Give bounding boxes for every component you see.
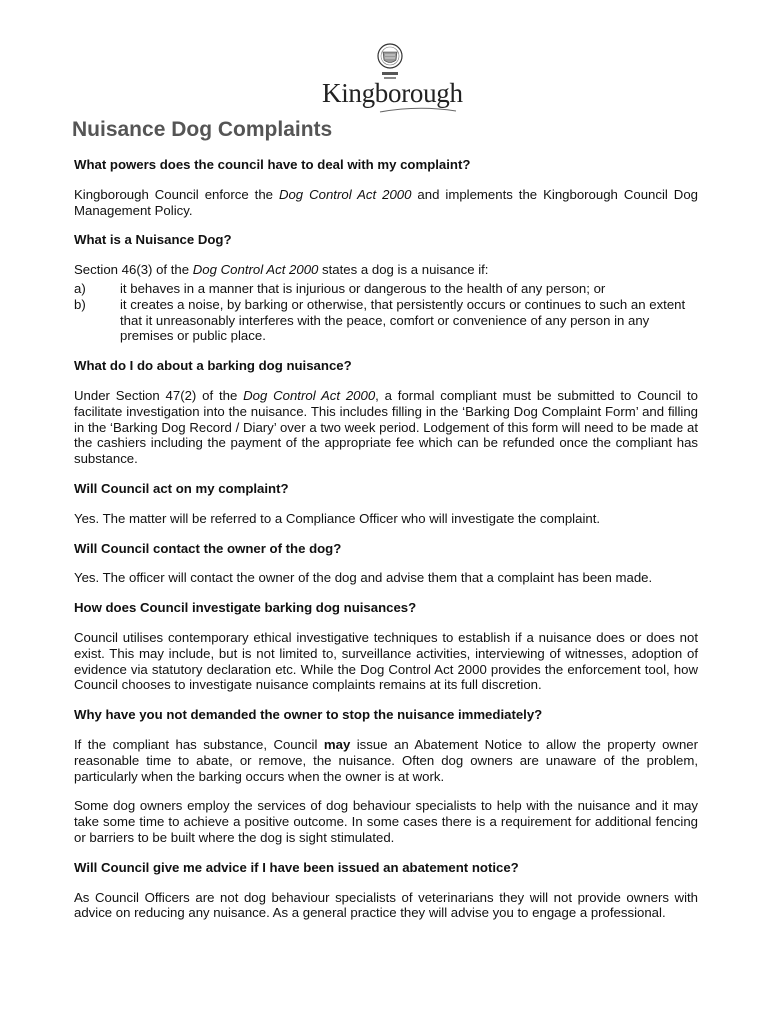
act-name: Dog Control Act 2000 bbox=[278, 186, 412, 202]
text-run: Section 46(3) of the bbox=[74, 262, 193, 278]
list-marker: b) bbox=[74, 296, 86, 312]
question-heading: What is a Nuisance Dog? bbox=[74, 232, 232, 248]
text-run: Under Section 47(2) of the bbox=[74, 387, 244, 403]
answer-paragraph: As Council Officers are not dog behaviour specialists of veterinarians they will not provide owners with advice on reducing any nuisance. As a general practice they will advise you to engage a professional. bbox=[74, 889, 698, 921]
list-item-text: it creates a noise, by barking or otherwise, that persistently occurs or continues to such an extent that it unreasonably interferes with the peace, comfort or convenience of any person in any premises or public place. bbox=[120, 296, 686, 344]
question-heading: What do I do about a barking dog nuisance? bbox=[74, 358, 352, 374]
answer-paragraph bbox=[74, 187, 698, 219]
text-run: issue an Abatement Notice to allow the property owner reasonable time to abate, or remove, the nuisance. Often dog owners are unaware of the problem, particularly when the barking occurs when the owner is at work. bbox=[74, 736, 698, 784]
list-item-text: it behaves in a manner that is injurious or dangerous to the health of any person; or bbox=[120, 280, 606, 296]
text-run: If the compliant has substance, Council bbox=[74, 736, 324, 752]
nuisance-criteria-list bbox=[74, 281, 698, 344]
question-heading: Why have you not demanded the owner to stop the nuisance immediately? bbox=[74, 707, 543, 723]
question-heading: Will Council give me advice if I have been issued an abatement notice? bbox=[74, 859, 519, 875]
answer-paragraph: Some dog owners employ the services of dog behaviour specialists to help with the nuisance and it may take some time to achieve a positive outcome. In some cases there is a requirement for additional fencing or barriers to be built where the dog is sight stimulated. bbox=[74, 798, 698, 845]
answer-paragraph bbox=[74, 388, 698, 467]
act-name: Dog Control Act 2000 bbox=[192, 262, 319, 278]
answer-paragraph: Council utilises contemporary ethical investigative techniques to establish if a nuisance does or does not exist. This may include, but is not limited to, surveillance activities, interviewing of witnesses, adoption of evidence via statutory declaration etc. While the Dog Control Act 2000 provides the enforcement tool, how Council chooses to investigate nuisance complaints remains at its full discretion. bbox=[74, 629, 698, 693]
act-name: Dog Control Act 2000 bbox=[243, 387, 376, 403]
answer-paragraph bbox=[74, 737, 698, 784]
text-run: and implements the Kingborough Council Dog Management Policy. bbox=[74, 186, 698, 218]
emphasis-may: may bbox=[323, 736, 351, 752]
question-heading: Will Council act on my complaint? bbox=[74, 480, 289, 496]
list-marker: a) bbox=[74, 280, 86, 296]
answer-paragraph: Yes. The matter will be referred to a Compliance Officer who will investigate the complaint. bbox=[74, 510, 601, 526]
question-heading: What powers does the council have to deal with my complaint? bbox=[74, 157, 471, 172]
answer-paragraph bbox=[74, 262, 698, 278]
text-run: Kingborough Council enforce the bbox=[74, 186, 279, 202]
list-item bbox=[74, 281, 698, 297]
council-logo bbox=[318, 40, 463, 116]
document-body bbox=[74, 157, 698, 935]
logo-wordmark: Kingborough bbox=[322, 78, 463, 108]
list-item bbox=[74, 297, 698, 344]
text-run: , a formal compliant must be submitted to Council to facilitate investigation into the nuisance. This includes filling in the ‘Barking Dog Complaint Form’ and filling in the ‘Barking Dog Record / Diary’ over a two week period. Lodgement of this form will need to be made at the cashiers including the payment of the appropriate fee which can be refunded once the compliant has substance. bbox=[74, 387, 698, 467]
question-heading: How does Council investigate barking dog nuisances? bbox=[74, 600, 417, 616]
answer-paragraph: Yes. The officer will contact the owner of the dog and advise them that a complaint has been made. bbox=[74, 570, 653, 586]
text-run: states a dog is a nuisance if: bbox=[318, 262, 489, 278]
council-crest-icon bbox=[373, 42, 407, 82]
question-heading: Will Council contact the owner of the dog? bbox=[74, 540, 342, 556]
page-title: Nuisance Dog Complaints bbox=[72, 118, 333, 141]
logo-swoosh-icon bbox=[378, 106, 458, 114]
